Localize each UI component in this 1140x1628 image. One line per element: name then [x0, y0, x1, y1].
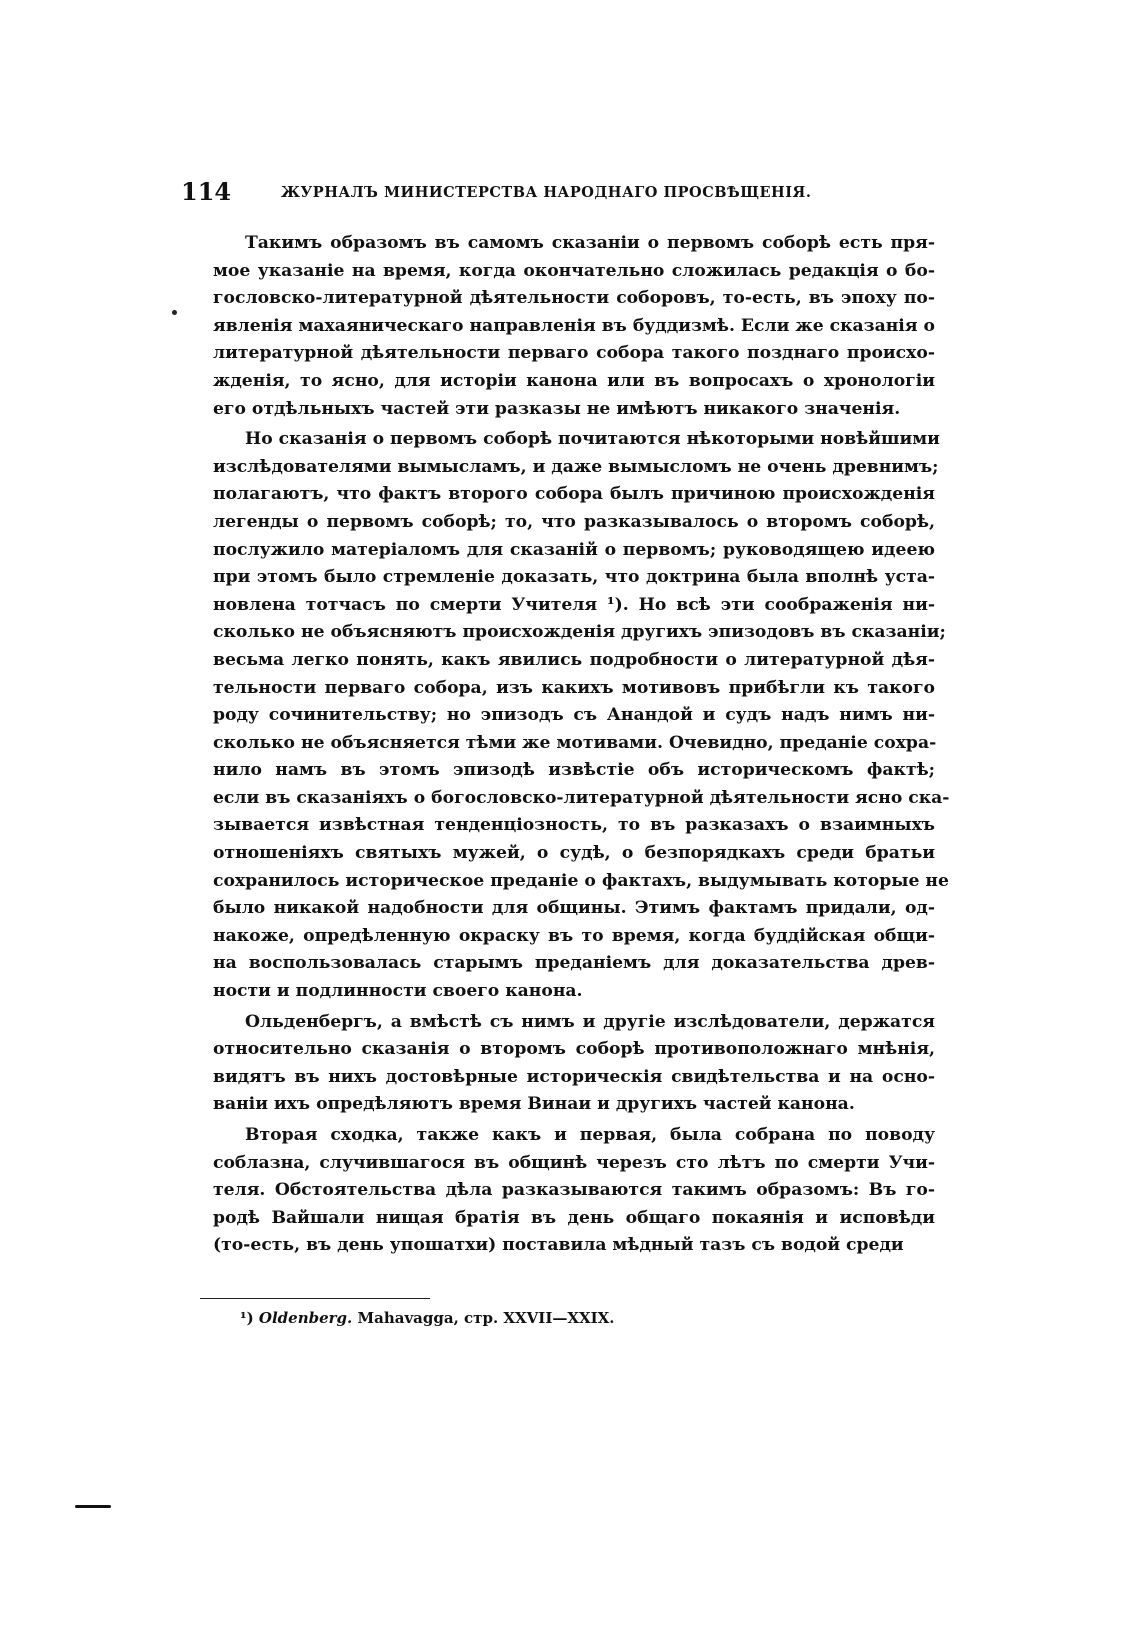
text-line: сколько не объясняется тѣми же мотивами. Очевидно, преданіе сохра- — [213, 732, 937, 753]
text-line: сколько не объясняютъ происхожденія другихъ эпизодовъ въ сказаніи; — [213, 622, 946, 643]
text-line: послужило матеріаломъ для сказаній о первомъ; руководящею идеею — [213, 539, 935, 560]
footnote — [240, 1306, 615, 1330]
running-head: ЖУРНАЛЪ МИНИСТЕРСТВА НАРОДНАГО ПРОСВѢЩЕНІЯ. — [281, 184, 812, 201]
body-text — [213, 230, 950, 1260]
text-line: соблазна, случившагося въ общинѣ черезъ сто лѣтъ по смерти Учи- — [213, 1152, 935, 1173]
text-line: Но сказанія о первомъ соборѣ почитаются нѣкоторыми новѣйшими — [245, 429, 940, 450]
paragraph — [213, 230, 935, 423]
text-line: новлена тотчасъ по смерти Учителя ¹). Но всѣ эти соображенія ни- — [213, 594, 935, 615]
text-line: сохранилось историческое преданіе о фактахъ, выдумывать которые не — [213, 870, 949, 891]
text-line: Такимъ образомъ въ самомъ сказаніи о первомъ соборѣ есть пря- — [245, 233, 935, 253]
text-line: зывается извѣстная тенденціозность, то въ разказахъ о взаимныхъ — [213, 815, 935, 836]
text-line: видятъ въ нихъ достовѣрные историческія свидѣтельства и на осно- — [213, 1066, 935, 1087]
footnote-marker: ¹) — [240, 1309, 254, 1327]
text-line: роду сочинительству; но эпизодъ съ Анандой и судъ надъ нимъ ни- — [213, 705, 935, 726]
text-line: если въ сказаніяхъ о богословско-литературной дѣятельности ясно ска- — [213, 787, 950, 808]
paragraph — [213, 1122, 935, 1260]
text-line: нило намъ въ этомъ эпизодѣ извѣстіе объ историческомъ фактѣ; — [213, 760, 935, 781]
page-header — [181, 176, 911, 208]
paragraph — [213, 1009, 935, 1119]
text-line: относительно сказанія о второмъ соборѣ противоположнаго мнѣнія, — [213, 1039, 935, 1060]
footnote-rule — [200, 1298, 430, 1299]
text-line: (то-есть, въ день упошатхи) поставила мѣдный тазъ съ водой среди — [213, 1235, 904, 1256]
scan-dash-mark — [75, 1505, 111, 1508]
text-line: гословско-литературной дѣятельности соборовъ, то-есть, въ эпоху по- — [213, 288, 935, 309]
paragraph — [213, 426, 950, 1005]
text-line: отношеніяхъ святыхъ мужей, о судѣ, о безпорядкахъ среди братьи — [213, 843, 935, 864]
text-line: литературной дѣятельности перваго собора такого позднаго происхо- — [213, 343, 935, 364]
page-number: 114 — [181, 177, 232, 206]
footnote-text: Mahavagga, стр. XXVII—XXIX. — [357, 1309, 615, 1327]
text-line: его отдѣльныхъ частей эти разказы не имѣютъ никакого значенія. — [213, 398, 901, 419]
text-line: весьма легко понять, какъ явились подробности о литературной дѣя- — [213, 649, 935, 670]
scan-speck — [172, 310, 177, 315]
text-line: ности и подлинности своего канона. — [213, 981, 583, 1002]
text-line: при этомъ было стремленіе доказать, что доктрина была вполнѣ уста- — [213, 567, 935, 588]
text-line: ваніи ихъ опредѣляютъ время Винаи и другихъ частей канона. — [213, 1094, 855, 1115]
text-line: Ольденбергъ, а вмѣстѣ съ нимъ и другіе изслѣдователи, держатся — [245, 1011, 935, 1032]
text-line: мое указаніе на время, когда окончательно сложилась редакція о бо- — [213, 260, 935, 281]
text-line: явленія махаяническаго направленія въ буддизмѣ. Если же сказанія о — [213, 315, 935, 336]
text-line: накоже, опредѣленную окраску въ то время, когда буддійская общи- — [213, 925, 935, 946]
text-line: Вторая сходка, также какъ и первая, была собрана по поводу — [245, 1125, 935, 1145]
text-line: родѣ Вайшали нищая братія въ день общаго покаянія и исповѣди — [213, 1207, 935, 1228]
footnote-author: Oldenberg. — [258, 1309, 353, 1327]
text-line: полагаютъ, что фактъ второго собора былъ причиною происхожденія — [213, 484, 935, 505]
text-line: теля. Обстоятельства дѣла разказываются такимъ образомъ: Въ го- — [213, 1180, 935, 1201]
text-line: было никакой надобности для общины. Этимъ фактамъ придали, од- — [213, 898, 935, 919]
text-line: на воспользовалась старымъ преданіемъ для доказательства древ- — [213, 953, 935, 974]
text-line: тельности перваго собора, изъ какихъ мотивовъ прибѣгли къ такого — [213, 677, 935, 698]
text-line: изслѣдователями вымысламъ, и даже вымысломъ не очень древнимъ; — [213, 456, 939, 477]
text-line: легенды о первомъ соборѣ; то, что разказывалось о второмъ соборѣ, — [213, 511, 935, 532]
text-line: жденія, то ясно, для исторіи канона или въ вопросахъ о хронологіи — [213, 370, 935, 391]
